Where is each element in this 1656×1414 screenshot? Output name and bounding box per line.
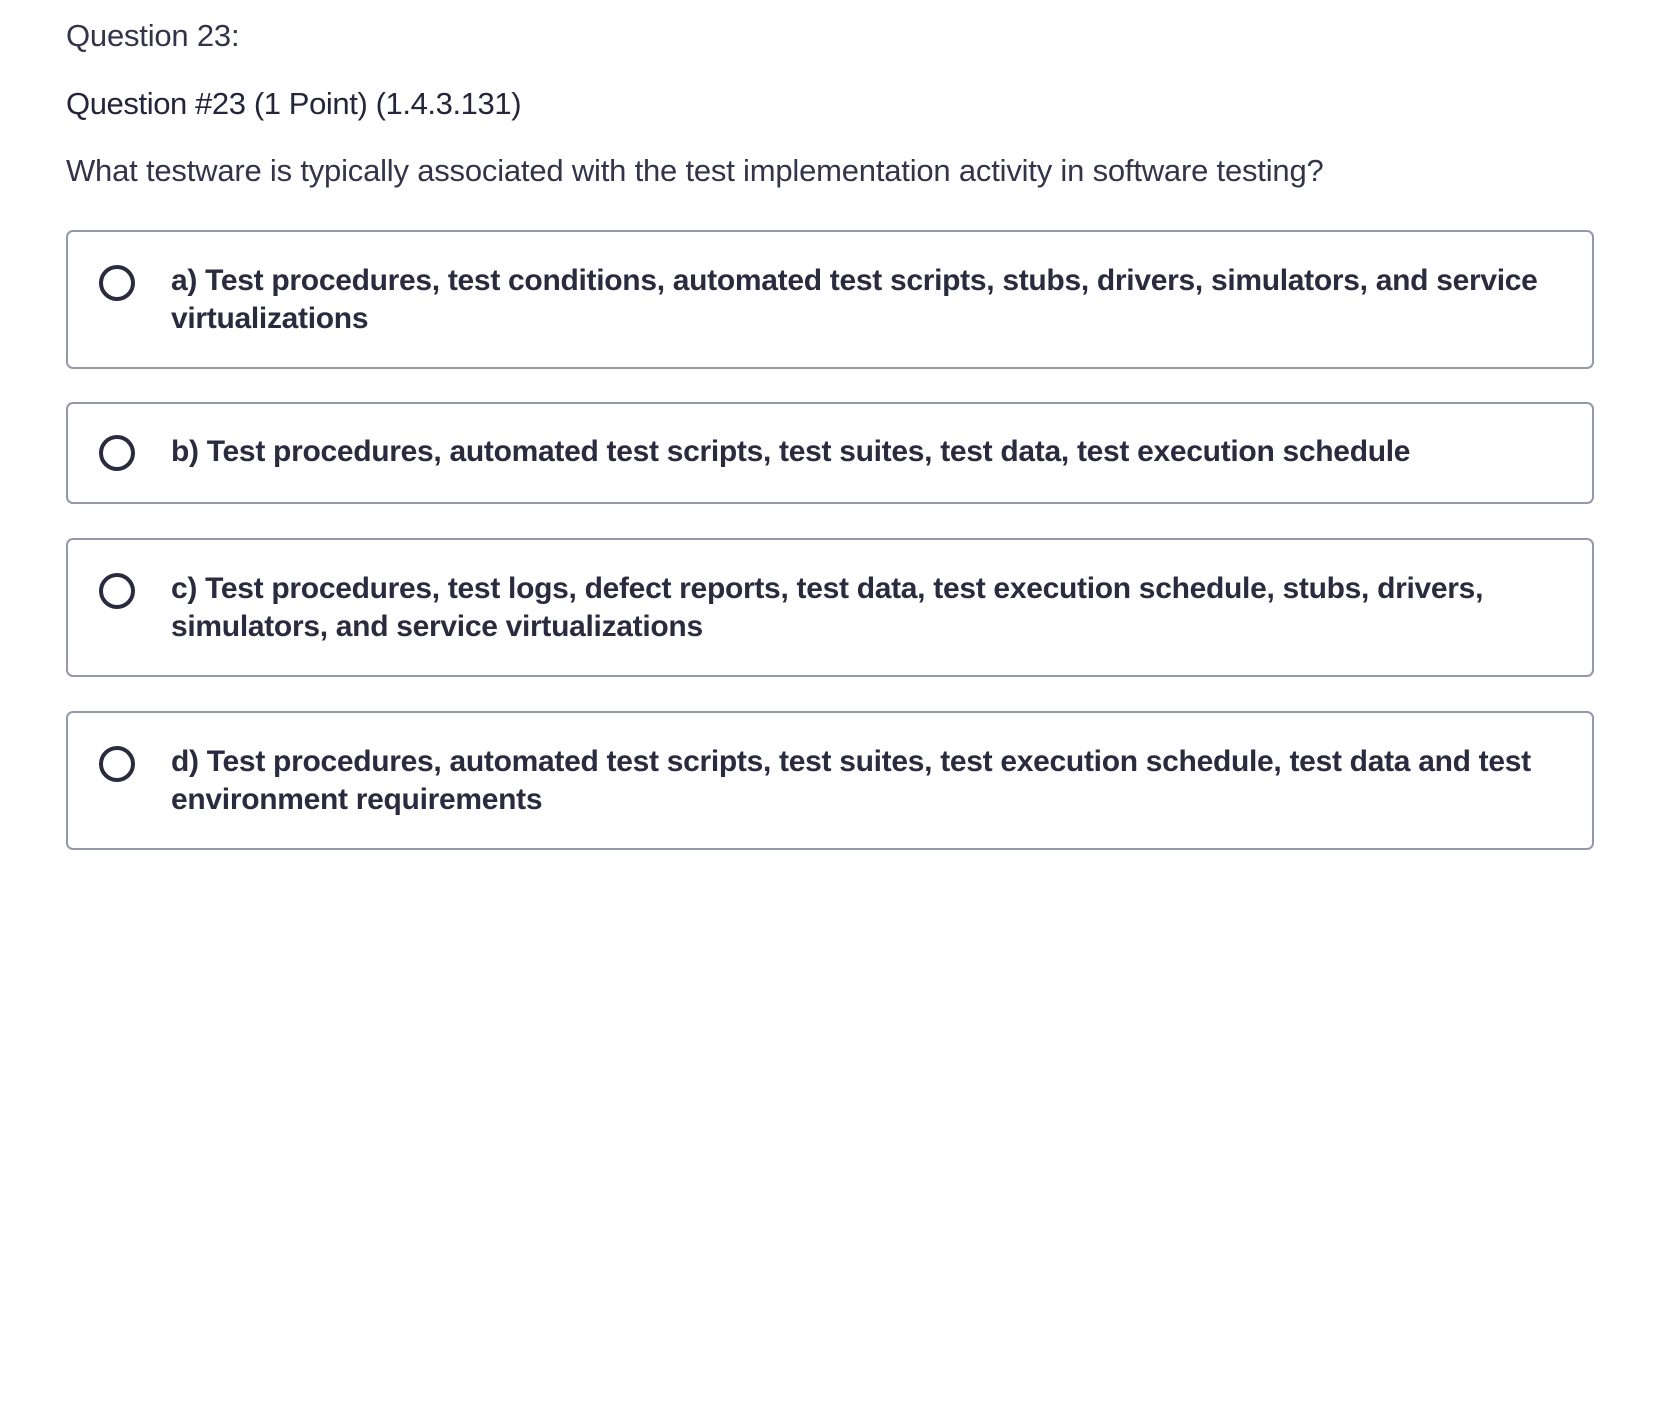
option-c[interactable]	[66, 538, 1594, 677]
option-d[interactable]	[66, 711, 1594, 850]
option-c-label: c) Test procedures, test logs, defect reports, test data, test execution schedule, stubs, drivers, simulators, and service virtualizations	[171, 572, 1484, 643]
option-a[interactable]	[66, 230, 1594, 369]
radio-unchecked-icon[interactable]	[99, 573, 135, 609]
radio-unchecked-icon[interactable]	[99, 435, 135, 471]
question-prompt: What testware is typically associated with the test implementation activity in software testing?	[66, 153, 1324, 188]
option-d-label: d) Test procedures, automated test scripts, test suites, test execution schedule, test data and test environment requirements	[171, 745, 1531, 816]
radio-unchecked-icon[interactable]	[99, 265, 135, 301]
radio-unchecked-icon[interactable]	[99, 746, 135, 782]
question-meta: Question #23 (1 Point) (1.4.3.131)	[66, 86, 522, 121]
option-a-label: a) Test procedures, test conditions, automated test scripts, stubs, drivers, simulators, and service virtualizations	[171, 264, 1538, 335]
question-number-heading: Question 23:	[66, 18, 240, 53]
option-b[interactable]	[66, 402, 1594, 504]
option-b-label: b) Test procedures, automated test scripts, test suites, test data, test execution schedule	[171, 435, 1411, 468]
